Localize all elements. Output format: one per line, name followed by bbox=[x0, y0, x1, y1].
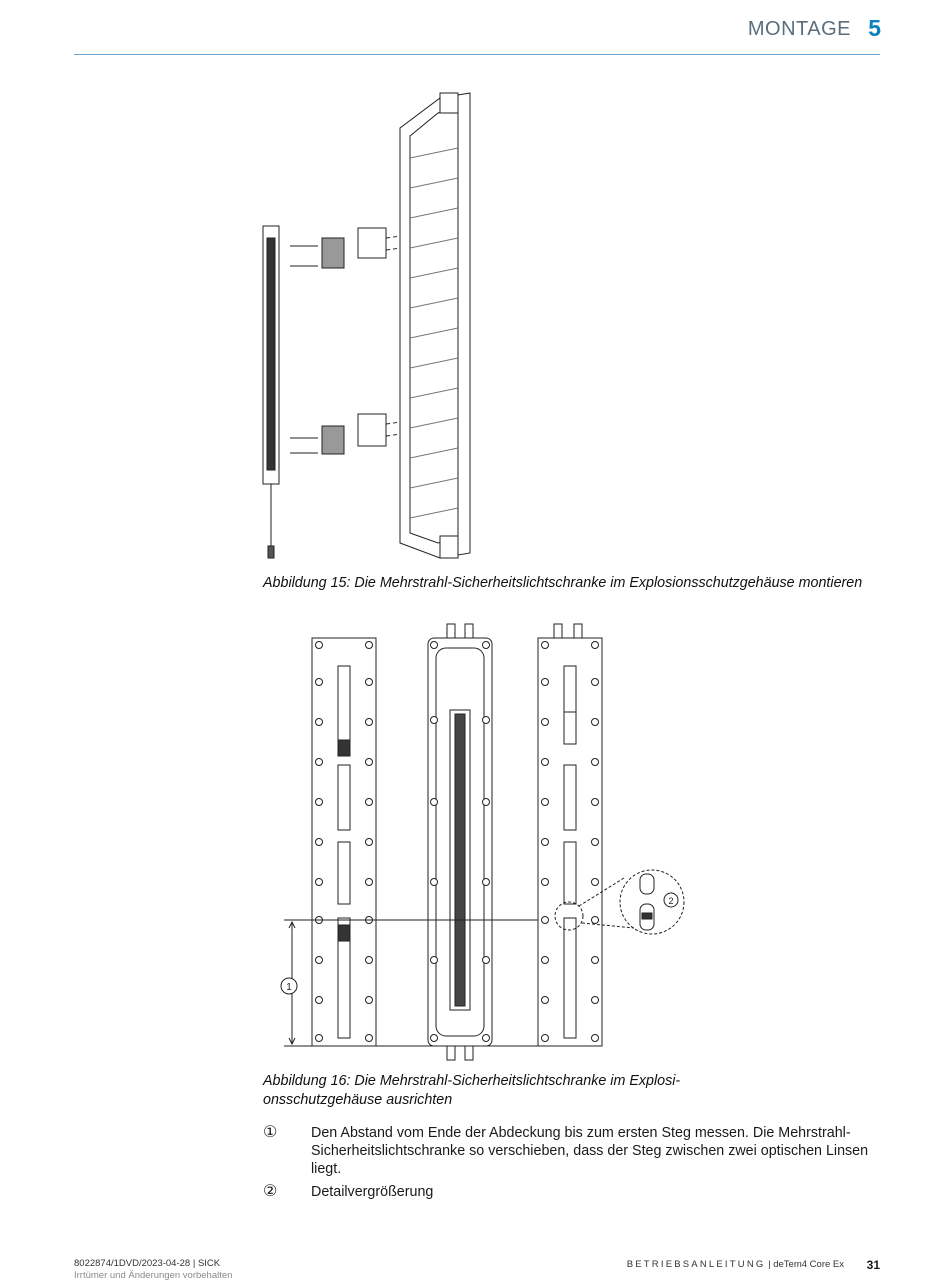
legend-item bbox=[263, 1183, 883, 1201]
footer-left bbox=[74, 1258, 232, 1282]
legend-marker-1: ① bbox=[263, 1124, 278, 1141]
footer-product: deTem4 Core Ex bbox=[773, 1259, 844, 1270]
callout-1-label: 1 bbox=[286, 982, 292, 993]
legend-text-2: Detailvergrößerung bbox=[311, 1184, 434, 1200]
callout-2-label: 2 bbox=[668, 896, 674, 906]
footer-right bbox=[627, 1259, 844, 1270]
footer-disclaimer: Irrtümer und Änderungen vorbehalten bbox=[74, 1270, 233, 1281]
legend-marker-2: ② bbox=[263, 1183, 278, 1200]
figure-15-caption: Abbildung 15: Die Mehrstrahl-Sicherheitslichtschranke im Explosionsschutzgehäuse montieren bbox=[263, 575, 863, 591]
section-title: MONTAGE bbox=[747, 18, 851, 40]
figure-16-caption bbox=[263, 1072, 680, 1110]
legend-text-1: Den Abstand vom Ende der Abdeckung bis zum ersten Steg messen. Die Mehrstrahl-Sicherheitslichtschranke so verschieben, dass der Steg zwischen zwei optischen Linsen liegt. bbox=[311, 1125, 869, 1177]
section-number: 5 bbox=[868, 15, 881, 41]
header-divider bbox=[74, 54, 880, 55]
figure-15-illustration bbox=[250, 88, 490, 563]
footer-doc-type: BETRIEBSANLEITUNG bbox=[626, 1259, 766, 1270]
figure-legend bbox=[263, 1124, 883, 1206]
footer-separator: | bbox=[768, 1259, 774, 1270]
legend-item bbox=[263, 1124, 883, 1178]
footer-doc-id: 8022874/1DVD/2023-04-28 | SICK bbox=[74, 1258, 221, 1269]
figure-16-caption-line2: onsschutzgehäuse ausrichten bbox=[263, 1092, 453, 1108]
figure-16-caption-line1: Abbildung 16: Die Mehrstrahl-Sicherheitslichtschranke im Explosi- bbox=[263, 1073, 681, 1089]
figure-16-illustration bbox=[262, 620, 692, 1062]
page-number: 31 bbox=[866, 1258, 880, 1272]
